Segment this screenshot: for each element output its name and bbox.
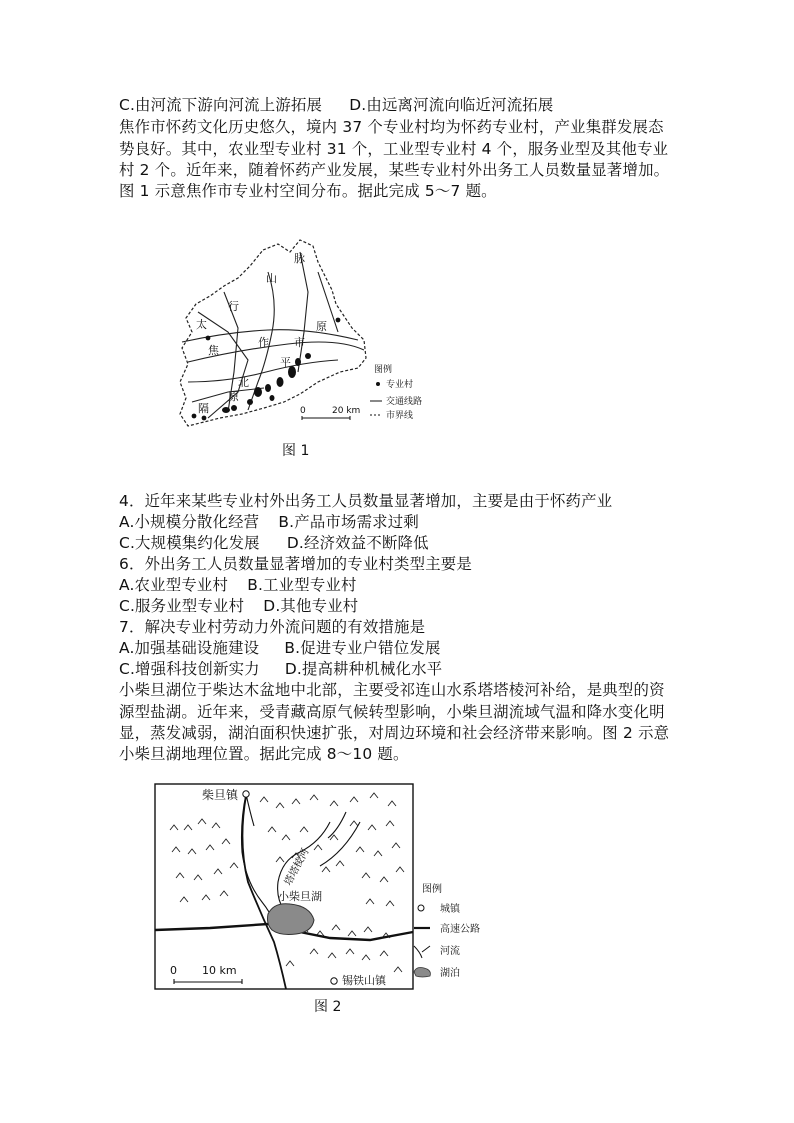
question-stem: 6．外出务工人员数量显著增加的专业村类型主要是 (119, 555, 472, 573)
option: C.大规模集约化发展 (119, 534, 260, 552)
figure1-map (168, 232, 438, 432)
map-label: 行 (228, 300, 239, 313)
map-label: 原 (228, 390, 239, 403)
option-c: C.由河流下游向河流上游拓展 (119, 96, 323, 114)
figure2-map (150, 782, 510, 992)
scale-label: 20 km (332, 406, 361, 416)
map-label: 原 (316, 320, 327, 333)
option: C.服务业型专业村 (119, 597, 245, 615)
legend-item: 交通线路 (386, 397, 423, 407)
paragraph-line: 源型盐湖。近年来，受青藏高原气候转型影响，小柴旦湖流域气温和降水变化明 (119, 703, 665, 721)
option: C.增强科技创新实力 (119, 660, 260, 678)
figure1-legend (370, 363, 422, 421)
paragraph-line: 小柴旦湖地理位置。据此完成 8～10 题。 (119, 745, 409, 763)
map-label: 隔 (198, 402, 209, 415)
river-legend-icon (414, 946, 430, 958)
scale-zero: 0 (300, 406, 306, 416)
option-c-line (119, 95, 553, 116)
legend-item: 专业村 (386, 380, 414, 390)
map-label: 平 (280, 356, 291, 369)
option: B.促进专业户错位发展 (284, 639, 441, 657)
paragraph-line: 小柴旦湖位于柴达木盆地中北部，主要受祁连山水系塔塔棱河补给，是典型的资 (119, 681, 665, 699)
option: D.提高耕种机械化水平 (284, 660, 443, 678)
lake-legend-icon (414, 968, 430, 978)
question-options (119, 575, 357, 596)
option: D.经济效益不断降低 (286, 534, 429, 552)
paragraph-line: 焦作市怀药文化历史悠久，境内 37 个专业村均为怀药专业村，产业集群发展态 (119, 118, 664, 136)
question-options (119, 659, 442, 680)
legend-title: 图例 (422, 884, 442, 895)
village-legend-icon (376, 382, 380, 386)
river-label: 塔塔棱河 (282, 846, 312, 888)
legend-title: 图例 (374, 365, 393, 375)
paragraph-line: 势良好。其中，农业型专业村 31 个，工业型专业村 4 个，服务业型及其他专业 (119, 140, 669, 158)
option: B.产品市场需求过剩 (278, 513, 419, 531)
legend-item: 河流 (440, 946, 460, 957)
legend-item: 湖泊 (440, 968, 460, 979)
town-label: 锡铁山镇 (342, 974, 386, 987)
map-label: 太 (196, 318, 207, 331)
scale-zero: 0 (170, 964, 177, 977)
map-label: 脉 (294, 252, 305, 265)
option: D.其他专业村 (263, 597, 359, 615)
lake-label: 小柴旦湖 (278, 890, 322, 903)
figure2-caption: 图 2 (314, 999, 342, 1015)
option: B.工业型专业村 (247, 576, 357, 594)
option: A.农业型专业村 (119, 576, 229, 594)
question-options (119, 533, 429, 554)
paragraph-line: 显，蒸发减弱，湖泊面积快速扩张，对周边环境和社会经济带来影响。图 2 示意 (119, 724, 670, 742)
paragraph-line: 图 1 示意焦作市专业村空间分布。据此完成 5～7 题。 (119, 182, 497, 200)
figure1-caption: 图 1 (282, 443, 310, 459)
town-legend-icon (418, 905, 424, 911)
town-label: 柴旦镇 (202, 788, 239, 802)
map-label: 作 (258, 336, 269, 349)
scale-label: 10 km (202, 964, 237, 977)
question-stem: 4．近年来某些专业村外出务工人员数量显著增加，主要是由于怀药产业 (119, 492, 613, 510)
town-icon (331, 978, 337, 984)
legend-item: 高速公路 (440, 924, 480, 935)
map-label: 北 (238, 376, 249, 389)
legend-item: 城镇 (440, 904, 460, 915)
option: A.加强基础设施建设 (119, 639, 260, 657)
lake (268, 904, 315, 935)
paragraph-line: 村 2 个。近年来，随着怀药产业发展，某些专业村外出务工人员数量显著增加。 (119, 161, 670, 179)
question-options (119, 638, 441, 659)
town-icon (243, 791, 249, 797)
map-label: 山 (266, 272, 277, 285)
figure1-scale (300, 406, 360, 420)
figure2-legend (414, 882, 480, 979)
figure2-scale (170, 964, 242, 984)
option: A.小规模分散化经营 (119, 513, 260, 531)
question-options (119, 512, 419, 533)
question-stem: 7．解决专业村劳动力外流问题的有效措施是 (119, 618, 426, 636)
specialized-villages (192, 318, 341, 421)
question-options (119, 596, 358, 617)
map-label: 焦 (208, 344, 219, 357)
legend-item: 市界线 (386, 411, 414, 421)
map-label: 市 (294, 336, 305, 349)
option-d: D.由远离河流向临近河流拓展 (349, 96, 554, 114)
